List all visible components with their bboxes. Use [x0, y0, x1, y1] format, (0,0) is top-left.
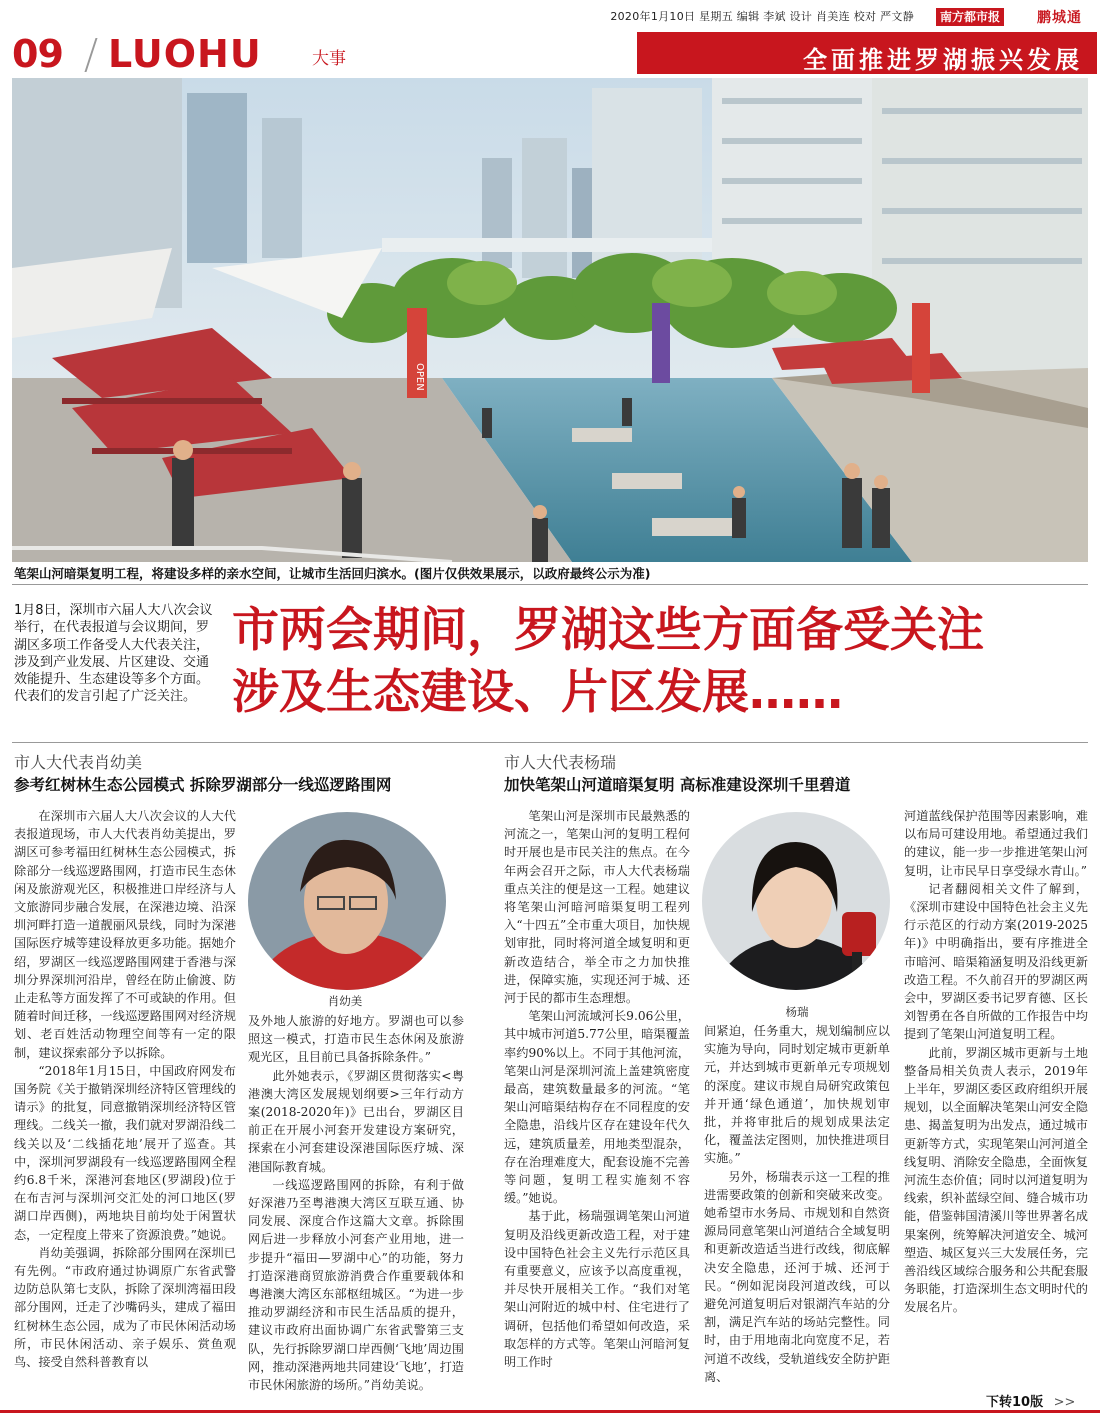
svg-text:OPEN: OPEN: [414, 363, 425, 391]
continued-text: 下转10版: [986, 1395, 1044, 1410]
hero-photo: [12, 78, 1088, 562]
paragraph: 基于此，杨瑞强调笔架山河道复明及沿线更新改造工程，对于建设中国特色社会主义先行示范区具有重要意义，应该予以高度重视，并尽快开展相关工作。“我们对笔架山河附近的城中村、住宅进行了调研，包括他们希望如何改造，采取怎样的方式等。笔架山河暗河复明工作时: [504, 1209, 690, 1370]
paragraph: 此前，罗湖区城市更新与土地整备局相关负责人表示，2019年上半年，罗湖区委区政府组织开展规划，以全面解决笔架山河安全隐患、揭盖复明为出发点，通过城市更新等方式，实现笔架山河河道全线复明、消除安全隐患，全面恢复河流生态价值；同时以河道复明为线索，织补蓝绿空间、缝合城市功能，借鉴韩国清溪川等世界著名成果案例，统筹解决河道安全、城河塑造、城区复兴三大发展任务，完善沿线区域综合服务和公共配套服务职能，打造深圳生态文明时代的发展名片。: [904, 1045, 1088, 1315]
divider: [12, 584, 1088, 585]
portrait-caption: 肖幼美: [327, 994, 363, 1008]
newspaper-logo: 南方都市报: [936, 8, 1004, 26]
paragraph: 肖幼美强调，拆除部分围网在深圳已有先例。“市政府通过协调原广东省武警边防总队第七支队，拆除了深圳湾福田段部分围网，迁走了沙嘴码头，建成了福田红树林生态公园，成为了市民休闲活动场所，市民休闲活动、亲子娱乐、赏鱼观鸟、接受自然科普教育以: [14, 1245, 236, 1370]
headline-line-1: 市两会期间，罗湖这些方面备受关注: [232, 603, 984, 658]
portrait-image: [248, 812, 446, 990]
right-story-column-2: [704, 1022, 890, 1386]
supplement-logo: 鹏城通: [1037, 10, 1082, 26]
paragraph: 河道蓝线保护范围等因素影响，难以布局可建设用地。希望通过我们的建议，能一步一步推进笔架山河复明，让市民早日享受绿水青山。”: [904, 809, 1088, 878]
left-story-column-2: [248, 1012, 464, 1394]
paragraph: 一线巡逻路围网的拆除，有利于做好深港乃至粤港澳大湾区互联互通、协同发展、深度合作这篇大文章。拆除围网后进一步释放小河套产业用地，进一步提升“福田—罗湖中心”的功能，努力打造深港商贸旅游消费合作重要载体和粤港澳大湾区东部枢纽城区。“为进一步推动罗湖经济和市民生活品质的提升，建议市政府出面协调广东省武警第三支队，先行拆除罗湖口岸西侧‘飞地’周边围网，推动深港两地共同建设‘飞地’，打造市民休闲旅游的场所。”肖幼美说。: [248, 1177, 464, 1393]
waterfront-rendering: [12, 78, 1088, 562]
paragraph: 另外，杨瑞表示这一工程的推进需要政策的创新和突破来改变。她希望市水务局、市规划和自然资源局同意笔架山河道结合全域复明和更新改造适当进行改线，彻底解决安全隐患，还河于城、还河于民。“例如泥岗段河道改线，可以避免河道复明后对银湖汽车站的分割，满足汽车站的场站完整性。同时，由于用地南北向宽度不足，若河道不改线，受轨道线安全防护距离、: [704, 1169, 890, 1384]
paragraph: 笔架山河是深圳市民最熟悉的河流之一，笔架山河的复明工程何时开展也是市民关注的焦点。在今年两会召开之际，市人大代表杨瑞重点关注的便是这一工程。她建议将笔架山河暗河暗渠复明工程列入“十四五”全市重大项目，加快规划审批，同时将河道全域复明和更新改造结合，举全市之力加快推进，保障实施，实现还河于城、还河于民的都市生态理想。: [504, 809, 690, 1006]
paragraph: 在深圳市六届人大八次会议的人大代表报道现场，市人大代表肖幼美提出，罗湖区可参考福田红树林生态公园模式，拆除部分一线巡逻路围网，打造市民生态休闲及旅游观光区，积极推进口岸经济与人文旅游同步融合发展，在深港边境、沿深圳河畔打造一道靓丽风景线，同时为深港国际医疗城等建设释放更多功能。据她介绍，罗湖区一线巡逻路围网建于香港与深圳分界深圳河沿岸，曾经在防止偷渡、防止走私等方面发挥了不可或缺的作用。但随着时间迁移，一线巡逻路围网对经济规划、老百姓活动物理空间等有一定的限制，建议探索部分予以拆除。: [14, 809, 236, 1060]
lead-paragraph: 1月8日，深圳市六届人大八次会议举行，在代表报道与会议期间，罗湖区多项工作备受人大代表关注，涉及到产业发展、片区建设、交通效能提升、生态建设等多个方面。代表们的发言引起了广泛关注。: [14, 603, 213, 705]
section-title: LUOHU: [108, 32, 262, 76]
right-story-head: [504, 752, 1084, 796]
paragraph: 此外她表示，《罗湖区贯彻落实<粤港澳大湾区发展规划纲要>三年行动方案(2018-2020年)》已出台，罗湖区目前正在开展小河套开发建设方案研究，探索在小河套建设深港国际医疗城、深港国际教育城。: [248, 1068, 464, 1174]
masthead-strip: [0, 0, 1100, 30]
deputy-name: 市人大代表杨瑞: [504, 753, 617, 772]
page-header: [12, 30, 1100, 78]
paragraph: 间紧迫，任务重大，规划编制应以实施为导向，同时划定城市更新单元，并达到城市更新单元专项规划的深度。建议市规自局研究政策包并开通‘绿色通道’，加快规划审批，并将审批后的规划成果法定化，覆盖法定图则，加快推进项目实施。”: [704, 1024, 890, 1166]
slogan-bar: [637, 32, 1097, 74]
paragraph: 记者翻阅相关文件了解到，《深圳市建设中国特色社会主义先行示范区的行动方案(2019-2025年)》中明确指出，要有序推进全市暗河、暗渠箱涵复明及沿线更新改造工程。不久前召开的罗湖区两会中，罗湖区委书记罗育德、区长刘智勇在各自所做的工作报告中均提到了笔架山河道复明工程。: [904, 881, 1088, 1042]
header-divider: [84, 38, 97, 72]
edition-info: 2020年1月10日 星期五 编辑 李斌 设计 肖美连 校对 严文静: [610, 10, 914, 23]
left-story-column-1: [14, 807, 236, 1371]
paragraph: “2018年1月15日，中国政府网发布国务院《关于撤销深圳经济特区管理线的请示》的批复，同意撤销深圳经济特区管理线。二线关一撤，我们就对罗湖沿线二线关以及‘二线插花地’展开了巡查。其中，深圳河罗湖段有一线巡逻路围网全程约6.8千米，深港河套地区(罗湖段)位于在布吉河与深圳河交汇处的河口地区(罗湖口岸西侧)，两地块目前均处于闲置状态，一定程度上带来了资源浪费。”她说。: [14, 1063, 236, 1242]
right-story-column-3: [904, 807, 1088, 1317]
slogan-text: 全面推进罗湖振兴发展: [803, 46, 1083, 74]
section-subtitle: 大事: [312, 49, 346, 69]
deputy-name: 市人大代表肖幼美: [14, 753, 143, 772]
portrait-caption: 杨瑞: [785, 1005, 809, 1019]
story-title: 加快笔架山河道暗渠复明 高标准建设深圳千里碧道: [504, 776, 851, 794]
photo-caption: 笔架山河暗渠复明工程，将建设多样的亲水空间，让城市生活回归滨水。(图片仅供效果展示，以政府最终公示为准): [14, 566, 651, 581]
headline-line-2: 涉及生态建设、片区发展……: [232, 665, 843, 720]
paragraph: 及外地人旅游的好地方。罗湖也可以参照这一模式，打造市民生态休闲及旅游观光区，且目前已具备拆除条件。”: [248, 1014, 464, 1065]
continued-note: [986, 1391, 1075, 1410]
right-story-column-1: [504, 807, 690, 1371]
portrait-yang: [702, 812, 890, 990]
main-headline: [232, 600, 1092, 724]
portrait-xiao: [248, 812, 446, 990]
page-number: 09: [12, 32, 63, 76]
story-title: 参考红树林生态公园模式 拆除罗湖部分一线巡逻路围网: [14, 776, 392, 794]
divider: [12, 742, 1088, 743]
paragraph: 笔架山河流域河长9.06公里，其中城市河道5.77公里，暗渠覆盖率约90%以上。不同于其他河流，笔架山河是深圳河流上盖建筑密度最高，建筑数量最多的河流。“笔架山河暗渠结构存在不同程度的安全隐患，沿线片区存在建设年代久远，建筑质量差，用地类型混杂，存在治理难度大，配套设施不完善等问题，复明工程实施刻不容缓。”她说。: [504, 1009, 690, 1206]
portrait-image: [702, 812, 890, 990]
left-story-head: [14, 752, 484, 796]
double-arrow-icon: >>: [1053, 1395, 1076, 1410]
